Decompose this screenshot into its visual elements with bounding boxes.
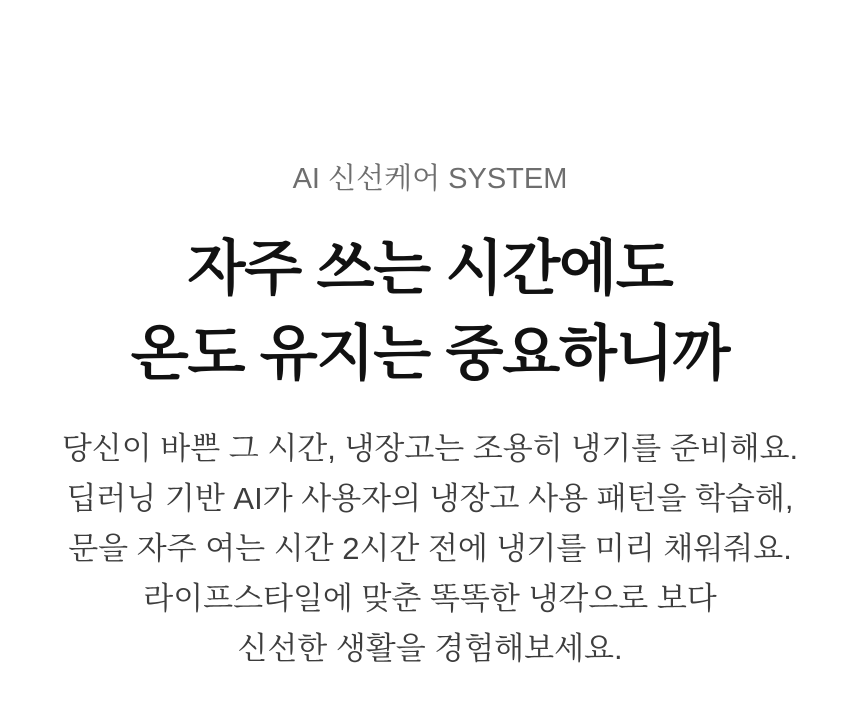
description-line-2: 딥러닝 기반 AI가 사용자의 냉장고 사용 패턴을 학습해,	[66, 481, 794, 516]
section-heading	[0, 226, 860, 396]
section-description	[0, 424, 860, 674]
description-line-3: 문을 자주 여는 시간 2시간 전에 냉기를 미리 채워줘요.	[68, 531, 792, 566]
section-eyebrow-label: AI 신선케어 SYSTEM	[292, 163, 568, 195]
description-line-4: 라이프스타일에 맞춘 똑똑한 냉각으로 보다	[143, 581, 717, 616]
ai-freshcare-section	[0, 158, 860, 674]
description-line-5: 신선한 생활을 경험해보세요.	[237, 631, 623, 666]
description-line-1: 당신이 바쁜 그 시간, 냉장고는 조용히 냉기를 준비해요.	[61, 431, 799, 466]
heading-line-2: 온도 유지는 중요하니까	[130, 320, 730, 387]
heading-line-1: 자주 쓰는 시간에도	[187, 235, 673, 302]
